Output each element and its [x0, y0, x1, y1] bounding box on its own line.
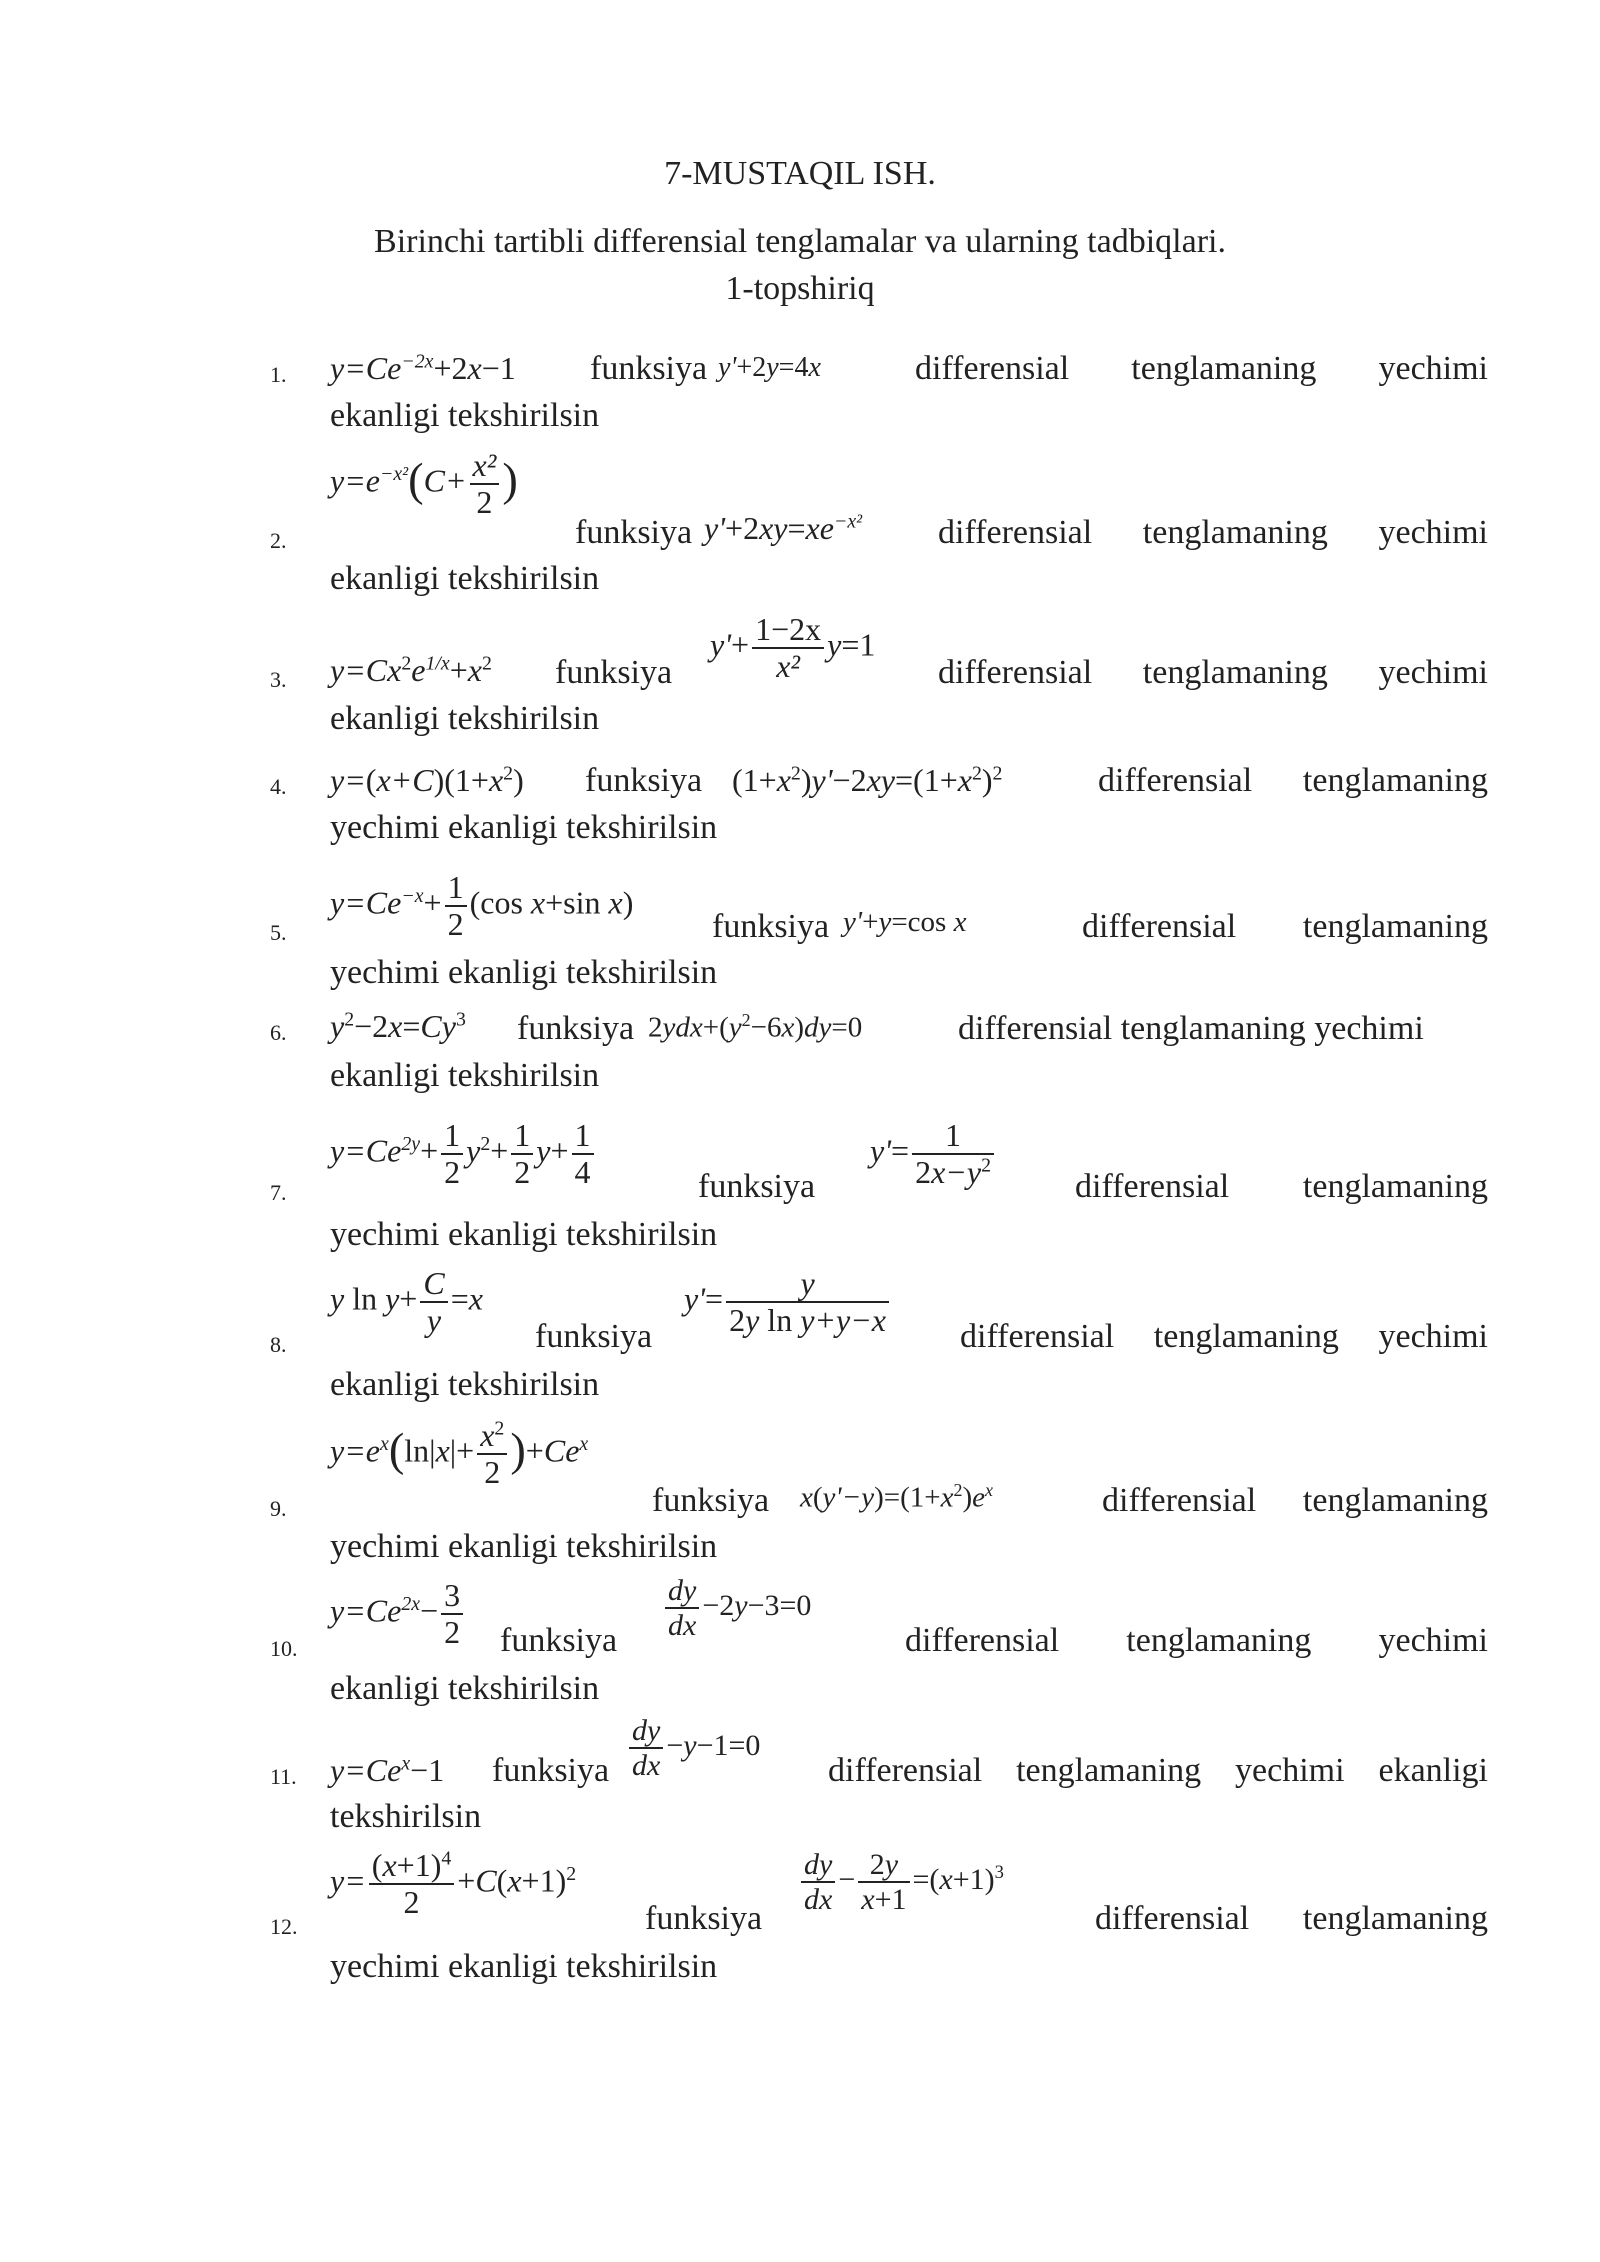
exercise-number: 7. [270, 1180, 287, 1205]
continuation-text: ekanligi tekshirilsin [330, 1670, 600, 1707]
continuation-text: ekanligi tekshirilsin [330, 560, 600, 597]
function-formula: $y=Ce^{2y}+$ $\frac{1}{2}$ $y^2+$ $\frac{1}{2}$ y+ $\frac{1}{4}$ [330, 1118, 597, 1190]
funksiya-label: funksiya [698, 1168, 816, 1205]
exercise-number: 6. [270, 1020, 287, 1045]
equation-formula: $\frac{dy}{dx}$ − $\frac{2y}{x+1}$ $=(x+1)^3$ [798, 1848, 1004, 1916]
function-formula: $y=Cx^2e^{1/x}+x^2$ [330, 652, 492, 688]
function-formula: $y=Ce^{-x}+$ $\frac{1}{2}$ (cos x+sin x) [330, 869, 634, 943]
phrase-text: differensial tenglamaning yechimi [960, 1318, 1488, 1355]
continuation-text: yechimi ekanligi tekshirilsin [330, 1948, 718, 1985]
phrase-text: differensial tenglamaning yechimi [958, 1010, 1424, 1047]
exercise-number: 3. [270, 667, 287, 692]
phrase-text: differensial tenglamaning yechimi ekanligi [828, 1752, 1488, 1789]
funksiya-label: funksiya [500, 1622, 618, 1659]
funksiya-label: funksiya [712, 908, 830, 945]
continuation-text: yechimi ekanligi tekshirilsin [330, 954, 718, 991]
function-formula: y= $\frac{(x+1)^4}{2}$ $+C(x+1)^2$ [330, 1847, 577, 1921]
phrase-text: differensial tenglamaning yechimi [938, 654, 1488, 691]
equation-formula: $2ydx+(y^2-6x)dy=0$ [648, 1010, 863, 1044]
equation-formula: $\frac{dy}{dx}$ −y−1=0 [626, 1714, 760, 1782]
function-formula: $y=Ce^x-1$ [330, 1752, 445, 1788]
task-label: 1-topshiriq [725, 270, 875, 307]
function-formula: y ln y+ $\frac{C}{y}$ =x [330, 1265, 483, 1339]
funksiya-label: funksiya [652, 1482, 770, 1519]
continuation-text: yechimi ekanligi tekshirilsin [330, 1528, 718, 1565]
equation-formula: y'+2y=4x [718, 352, 821, 383]
continuation-text: ekanligi tekshirilsin [330, 1366, 600, 1403]
phrase-text: differensial tenglamaning yechimi [938, 514, 1488, 551]
exercise-number: 8. [270, 1332, 287, 1357]
equation-formula: $\frac{dy}{dx}$ −2y−3=0 [662, 1574, 811, 1642]
continuation-text: tekshirilsin [330, 1798, 482, 1835]
equation-formula: $(1+x^2)y'-2xy=(1+x^2)^2$ [732, 762, 1003, 798]
equation-formula: $x(y'-y)=(1+x^2)e^x$ [800, 1480, 993, 1514]
funksiya-label: funksiya [555, 654, 673, 691]
function-formula: $y^2-2x=Cy^3$ [330, 1008, 466, 1044]
exercise-number: 10. [270, 1636, 298, 1661]
function-formula: $y=e^{-x^2}(C+$ $\frac{\text{x²}}{2}$ ) [330, 447, 518, 521]
funksiya-label: funksiya [517, 1010, 635, 1047]
exercise-number: 1. [270, 362, 287, 387]
phrase-text: differensial tenglamaning [1082, 908, 1488, 945]
exercise-number: 9. [270, 1496, 287, 1521]
funksiya-label: funksiya [492, 1752, 610, 1789]
continuation-text: ekanligi tekshirilsin [330, 700, 600, 737]
equation-formula: $y'+2xy=xe^{-x^2}$ [704, 510, 863, 546]
exercise-number: 5. [270, 920, 287, 945]
funksiya-label: funksiya [535, 1318, 653, 1355]
continuation-text: ekanligi tekshirilsin [330, 1057, 600, 1094]
function-formula: $y=Ce^{-2x}+2x-1$ [330, 350, 516, 386]
page-title: 7-MUSTAQIL ISH. [664, 155, 936, 192]
phrase-text: differensial tenglamaning [1098, 762, 1488, 799]
funksiya-label: funksiya [585, 762, 703, 799]
equation-formula: y'= $\frac{y}{\text{2y ln y+y−x}}$ [684, 1266, 892, 1338]
phrase-text: differensial tenglamaning yechimi [915, 350, 1488, 387]
page-subtitle: Birinchi tartibli differensial tenglamalar va ularning tadbiqlari. [374, 223, 1226, 260]
funksiya-label: funksiya [575, 514, 693, 551]
phrase-text: differensial tenglamaning [1075, 1168, 1488, 1205]
exercise-number: 2. [270, 528, 287, 553]
funksiya-label: funksiya [590, 350, 708, 387]
equation-formula: y'= $\frac{1}{2x-y^2}$ [870, 1118, 997, 1190]
exercise-number: 11. [270, 1764, 297, 1789]
function-formula: $y=Ce^{2x}-$ $\frac{3}{2}$ [330, 1578, 466, 1650]
continuation-text: yechimi ekanligi tekshirilsin [330, 1216, 718, 1253]
continuation-text: ekanligi tekshirilsin [330, 397, 600, 434]
equation-formula: y'+y=cos x [843, 906, 967, 938]
exercise-number: 12. [270, 1914, 298, 1939]
phrase-text: differensial tenglamaning [1095, 1900, 1488, 1937]
exercise-number: 4. [270, 774, 287, 799]
funksiya-label: funksiya [645, 1900, 763, 1937]
function-formula: $y=(x+C)(1+x^2)$ [330, 762, 524, 798]
function-formula: $y=e^x(\ln|x|+$ $\frac{x^2}{2}$ )$+Ce^x$ [330, 1417, 589, 1491]
phrase-text: differensial tenglamaning [1102, 1482, 1488, 1519]
phrase-text: differensial tenglamaning yechimi [905, 1622, 1488, 1659]
continuation-text: yechimi ekanligi tekshirilsin [330, 809, 718, 846]
equation-formula: y'+ $\frac{1-2x}{\text{x²}}$ y=1 [710, 611, 876, 685]
